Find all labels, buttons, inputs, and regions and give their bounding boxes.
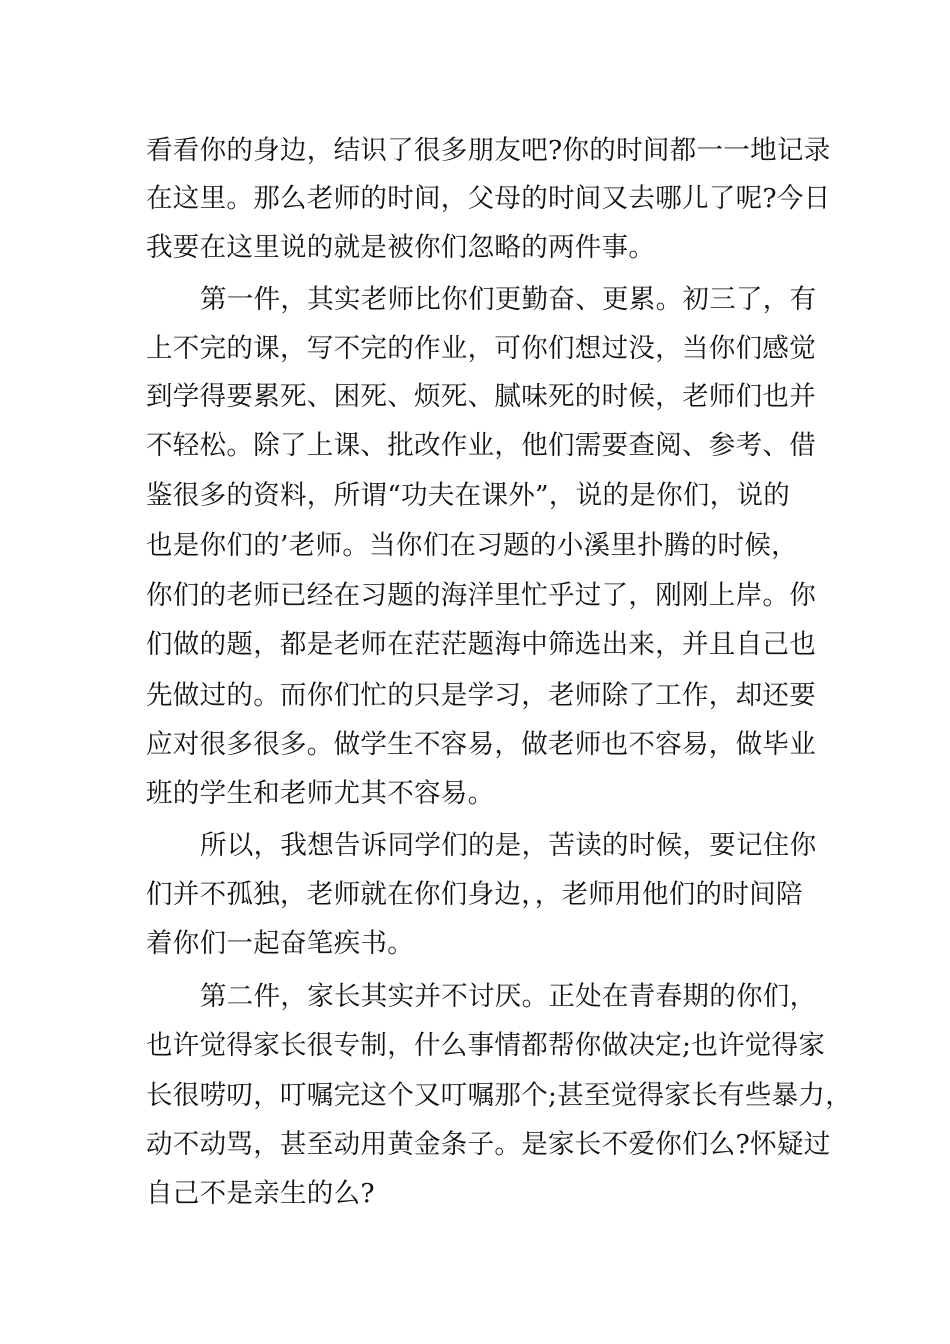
text-line: 先做过的。而你们忙的只是学习，老师除了工作，却还要 [146,680,816,711]
paragraph-first-line: 所以，我想告诉同学们的是，苦读的时候，要记住你 [200,830,817,861]
text-line: 动不动骂，甚至动用黄金条子。是家长不爱你们么?怀疑过 [146,1129,831,1160]
text-line: 也许觉得家长很专制，什么事情都帮你做决定;也许觉得家 [146,1030,826,1061]
text-line: 看看你的身边，结识了很多朋友吧?你的时间都一一地记录 [146,135,831,166]
text-line: 也是你们的’老师。当你们在习题的小溪里扑腾的时候， [146,530,798,561]
text-line: 应对很多很多。做学生不容易，做老师也不容易，做毕业 [146,729,816,760]
text-line: 上不完的课，写不完的作业，可你们想过没，当你们感觉 [146,333,816,364]
text-line: 不轻松。除了上课、批改作业，他们需要查阅、参考、借 [146,430,816,461]
text-line: 我要在这里说的就是被你们忽略的两件事。 [146,232,656,263]
text-line: 到学得要累死、困死、烦死、腻味死的时候，老师们也并 [146,381,816,412]
paragraph-first-line: 第二件，家长其实并不讨厌。正处在青春期的你们， [200,981,817,1012]
text-line: 自己不是亲生的么? [146,1178,375,1209]
text-line: 们并不孤独，老师就在你们身边，，老师用他们的时间陪 [146,879,803,910]
text-line: 在这里。那么老师的时间，父母的时间又去哪儿了呢?今日 [146,183,831,214]
text-line: 长很唠叨，叮嘱完这个又叮嘱那个;甚至觉得家长有些暴力， [146,1080,853,1111]
text-line: 们做的题，都是老师在茫茫题海中筛选出来，并且自己也 [146,629,816,660]
text-line: 鉴很多的资料，所谓“功夫在课外”，说的是你们，说的 [146,480,791,511]
text-line: 班的学生和老师尤其不容易。 [146,778,495,809]
text-line: 你们的老师已经在习题的海洋里忙乎过了，刚刚上岸。你 [146,580,816,611]
text-line: 着你们一起奋笔疾书。 [146,928,414,959]
paragraph-first-line: 第一件，其实老师比你们更勤奋、更累。初三了，有 [200,284,817,315]
